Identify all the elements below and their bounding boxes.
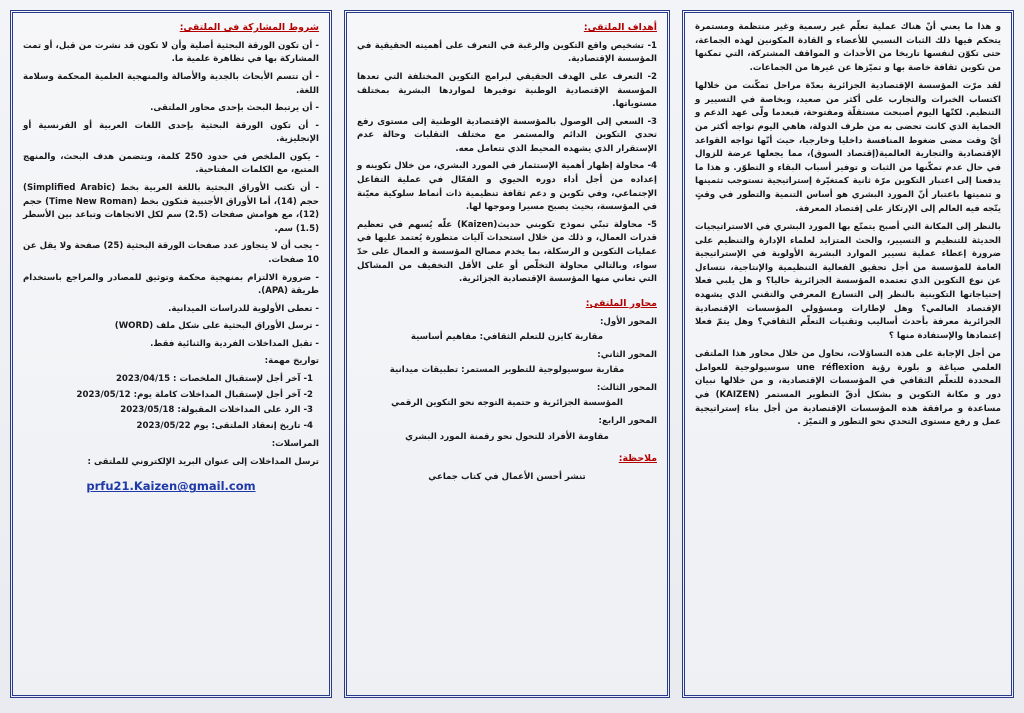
condition-item: - يكون الملخص في حدود 250 كلمة، ويتضمن هدف البحث، والمنهج المتبع، مع الكلمات المفتاحية. — [23, 151, 319, 176]
goal-item: 1- تشخيص واقع التكوين والرغبة في التعرف على أهميته الحقيقية في المؤسسة الإقتصادية. — [357, 40, 657, 65]
date-row: 4- تاريخ إنعقاد الملتقى: يوم 2023/05/22 — [136, 420, 313, 431]
contact-heading: المراسلات: — [271, 439, 319, 450]
goals-column — [344, 10, 670, 698]
axis-label: المحور الثاني: — [597, 349, 657, 360]
conditions-column — [10, 10, 332, 698]
goal-item: 3- السعي إلى الوصول بالمؤسسة الإقتصادية الوطنية إلى مستوى رفع تحدي التكوين الدائم والمستمر مع مختلف التقلبات وحالة عدم الإستقرار الذي يشهده المحيط الذي تتعامل معه. — [357, 116, 657, 154]
intro-paragraph: و هذا ما يعني أنّ هناك عملية تعلّم غير رسمية وغير منتظمة ومستمرة يتحكم فيها ذلك الثبات النسبي للأعضاء و القادة المكونين لهذه الجماعة، حتى تكوّن لنفسها تاريخا من الأحداث و المواقف المشتركة، التي تمكنها من تكوين ثقافة خاصة بها و تميّزها عن غيرها من الجماعات. — [695, 22, 1001, 73]
note-text: تنشر أحسن الأعمال في كتاب جماعي — [428, 472, 586, 483]
condition-item: - ضرورة الالتزام بمنهجية محكمة وتوثيق للمصادر والمراجع باستخدام طريقة (APA). — [23, 272, 319, 297]
condition-item: - تقبل المداخلات الفردية والثنائية فقط. — [150, 338, 319, 349]
goal-item: 4- محاولة إظهار أهمية الإستثمار في المورد البشري، من خلال تكوينه و إعداده من أجل أداء دوره الحيوي و الفعّال في عملية التفاعل الإجتماعي، وفي تكوين و دعم ثقافة تنظيمية ذات أنماط سلوكية معيّنة في المؤسسة، بحيث يصبح مسيرا وموجها لها. — [357, 161, 657, 213]
condition-item: - أن تكتب الأوراق البحثية باللغة العربية بخط (Simplified Arabic) حجم (14)، أما الأوراق الأجنبية فتكون بخط (Time New Roman) حجم (12)، مع هوامش صفحات (2.5) سم لكل الاتجاهات وتباعد بين الأسطر (1.5) سم. — [23, 183, 319, 234]
date-row: 3- الرد على المداخلات المقبولة: 2023/05/18 — [120, 405, 313, 416]
condition-item: - أن تكون الورقة البحثية أصلية وأن لا تكون قد نشرت من قبل، أو تمت المشاركة بها في تظاهرة علمية ما. — [23, 40, 319, 65]
contact-text: ترسل المداخلات إلى عنوان البريد الإلكتروني للملتقى : — [87, 456, 319, 467]
condition-item: - يجب أن لا يتجاوز عدد صفحات الورقة البحثية (25) صفحة ولا يقل عن 10 صفحات. — [23, 241, 319, 265]
axis-title: مقاربة كايزن للتعلم الثقافي: مفاهيم أساسية — [410, 332, 604, 343]
date-row: 2- آخر أجل لإستقبال المداخلات كاملة يوم: 2023/05/12 — [76, 389, 313, 400]
axes-heading: محاور الملتقى: — [585, 297, 657, 309]
conditions-heading: شروط المشاركة في الملتقى: — [179, 22, 319, 33]
condition-item: - تعطى الأولوية للدراسات الميدانية. — [168, 303, 319, 314]
goals-heading: أهداف الملتقى: — [583, 22, 657, 33]
axis-title: مقاربة سوسيولوجية للتطوير المستمر: تطبيقات ميدانية — [389, 365, 625, 376]
condition-item: - ترسل الأوراق البحثية على شكل ملف (WORD) — [114, 321, 319, 332]
note-heading: ملاحظة: — [618, 453, 657, 465]
intro-paragraph: من أجل الإجابة على هذه التساؤلات، نحاول من خلال محاور هذا الملتقى العلمي صياغة و بلورة رؤية une réflexion سوسيولوجية للعوامل المحددة للتعلّم الثقافي في المؤسسات الإقتصادية، و من خلالها نبيان دور و مكانة التكوين و بشكل أدقّ التطوير المستمر (KAIZEN) في مساعدة و مرافقة هذه المؤسسات الإقتصادية من أجل بناء إستراتيجية عمل و رفع مستوى التحدي نحو التطور و التميّز . — [695, 349, 1002, 428]
dates-heading: تواريخ مهمة: — [264, 356, 319, 367]
intro-column — [682, 10, 1014, 698]
condition-item: - أن يرتبط البحث بإحدى محاور الملتقى. — [150, 103, 319, 114]
goal-item: 5- محاولة تبنّي نموذج تكويني حديث(Kaizen) علّه يُسهم في تعظيم قدرات العمال، و ذلك من خلال استحداث آليات متطورة يُعتمد عليها في عمليات التكوين و الرسكلة، بما يخدم مصالح المؤسسة و العمال على حدّ سواء، وبالتالي محاولة التخلّص أو على الأقل التخفيف من المشاكل التي تعاني منها المؤسسة الإقتصادية الجزائرية. — [357, 219, 657, 285]
axis-label: المحور الأول: — [599, 316, 657, 327]
axis-label: المحور الثالث: — [596, 382, 657, 393]
intro-paragraph: لقد مرّت المؤسسة الإقتصادية الجزائرية بعدّة مراحل تمكّنت من خلالها اكتساب الخبرات والتجارب على أكثر من صعيد، وبخاصة في التسيير و التنظيم. لكنّها اليوم أصبحت مستقلّة ومفتوحة، فبعدما ولّى عهد الدعم و الحماية الذي كانت تحضى به من طرف الدولة، هاهي اليوم تواجه أكثر من أيّ وقت مضى ضغوط المنافسة داخليا وخارجيا، حيث أنّها تواجه القواعد الإقتصادية والتجارية العالمية(إقتصاد السوق)، مما يجعلها عرضة للزوال في حال عدم تمكّنها من الثبات و توفير أسباب البقاء و التطوّر. و هذا ما يدفعنا إلى اعتبار التكوين مرّة ثانية كمتغيّرة إستراتيجية تستوجب تثمينها و تنميتها باعتبار أنّ المورد البشري هو أساس التنمية والتطور في وقتٍ يتّجه فيه العالم إلى الإرتكاز على إقتصاد المعرفة. — [695, 81, 1001, 214]
axis-title: مقاومة الأفراد للتحول نحو رقمنة المورد البشري — [405, 431, 609, 442]
goal-item: 2- التعرف على الهدف الحقيقي لبرامج التكوين المختلفة التي تعدها المؤسسة الإقتصادية الوطنية توفيرها لمواردها البشرية بمختلف مستوياتها. — [357, 72, 657, 110]
date-row: 1- آخر أجل لإستقبال الملخصات : 2023/04/15 — [115, 374, 313, 384]
condition-item: - أن تتسم الأبحاث بالجدية والأصالة والمنهجية العلمية المحكمة وسلامة اللغة. — [23, 72, 319, 96]
contact-email-link[interactable]: prfu21.Kaizen@gmail.com — [86, 479, 256, 494]
intro-paragraph: بالنظر إلى المكانة التي أصبح يتمتّع بها المورد البشري في الاستراتيجيات الحديثة للتنظيم و التسيير، والحث المتزايد لعلماء الإدارة والتنظيم على ضرورة إعطاء عملية تسيير الموارد البشرية الأولوية في الإستراتيجية العامة للمؤسسة من أجل تحقيق الفعالية التنظيمية والإنتاجية، نتساءل عن نوع التكوين الذي تعتمده المؤسسة الجزائرية حاليا؟ و هل يلبي فعلا إحتياجاتها التكوينية بالنظر إلى التسارع المعرفي والتقني الذي يشهده الإقتصاد العالمي؟ وهل لإطارات ومسؤولي المؤسسات الإقتصادية الجزائرية معرفة بأحدث أساليب وتقنيات التعلّم الثقافي؟ وهل يتمّ فعلا إعتمادها والإستفادة منها ؟ — [695, 222, 1001, 341]
axis-title: المؤسسة الجزائرية و حتمية التوجه نحو التكوين الرقمي — [391, 398, 623, 409]
condition-item: - أن تكون الورقة البحثية بإحدى اللغات العربية أو الفرنسية أو الإنجليزية. — [23, 120, 319, 145]
axis-label: المحور الرابع: — [598, 416, 657, 427]
